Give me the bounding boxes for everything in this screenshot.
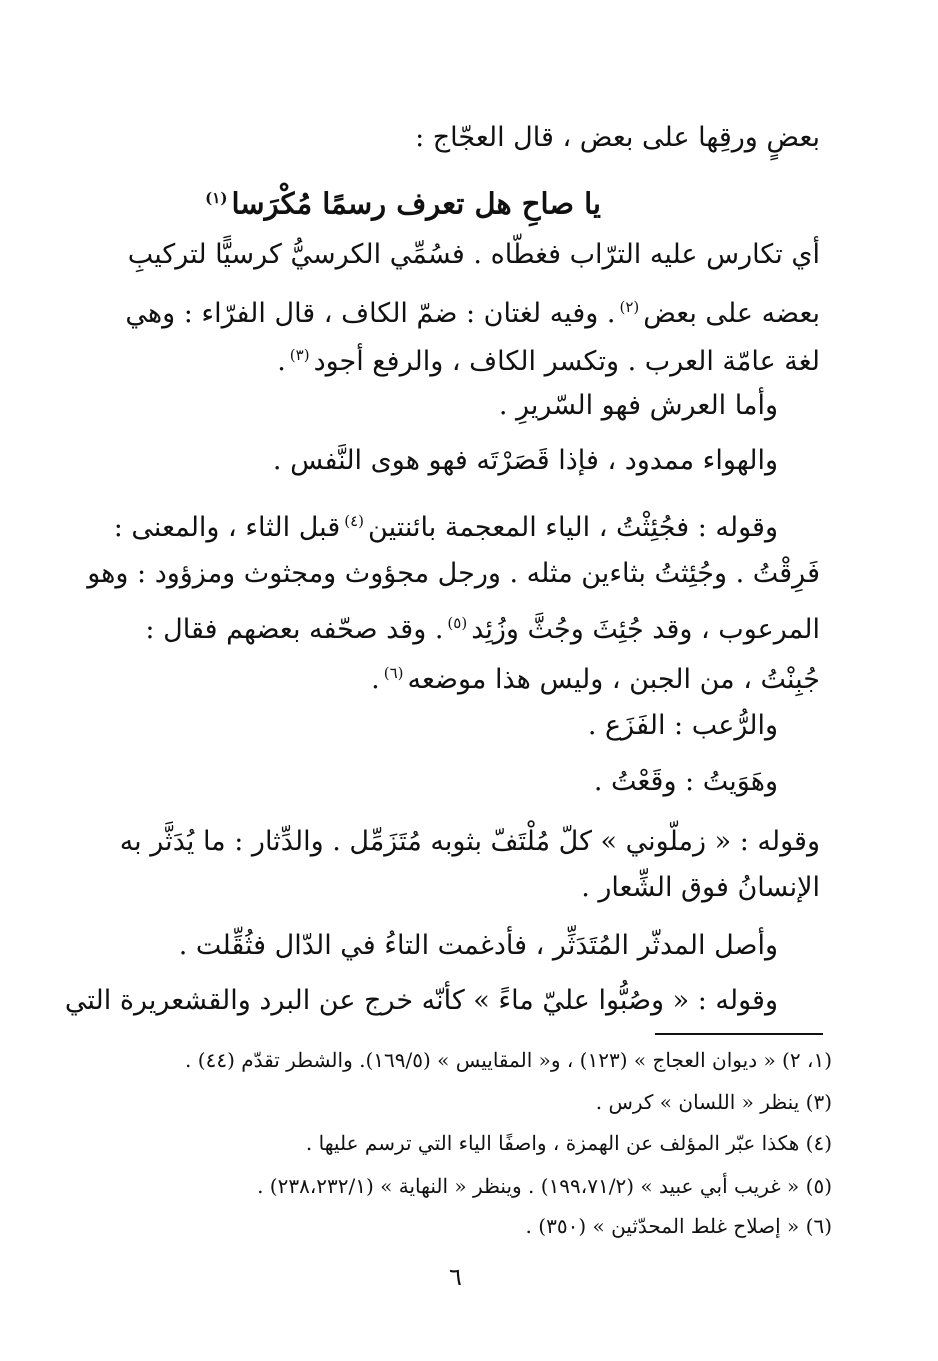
body-line-11: جُبِنْتُ ، من الجبن ، وليس هذا موضعه$^{(٦)}$. bbox=[371, 664, 820, 695]
body-line-3: أي تكارس عليه الترّاب فغطّاه . فسُمِّي الكرسيُّ كرسيًّا لتركيبِ bbox=[127, 239, 820, 270]
footnote-1: (١، ٢) « ديوان العجاج » (١٢٣) ، و« المقاييس » (١٦٩/٥). والشطر تقدّم (٤٤) . bbox=[185, 1048, 832, 1072]
body-line-4: بعضه على بعض$^{(٢)}$. وفيه لغتان : ضمّ الكاف ، قال الفرّاء : وهي bbox=[125, 298, 820, 329]
body-line-17: وقوله : « وصُبُّوا عليّ ماءً » كأنّه خرج عن البرد والقشعريرة التي bbox=[64, 985, 778, 1016]
footnote-mark-3: (٣) bbox=[289, 346, 310, 364]
footnote-mark-4: (٤) bbox=[344, 512, 365, 530]
footnote-5: (٦) « إصلاح غلط المحدّثين » (٣٥٠) . bbox=[525, 1214, 832, 1238]
footnote-3: (٤) هكذا عبّر المؤلف عن الهمزة ، واصفًا الياء التي ترسم عليها . bbox=[305, 1131, 832, 1155]
verse-line: يا صاحِ هل تعرف رسمًا مُكْرَسا$^{(١)}$ bbox=[205, 186, 601, 221]
body-line-7: والهواء ممدود ، فإذا قَصَرْتَه فهو هوى النَّفس . bbox=[272, 445, 778, 476]
footnote-mark-5: (٥) bbox=[447, 614, 468, 632]
footnote-4: (٥) « غريب أبي عبيد » (١٩٩،٧١/٢) . وينظر « النهاية » (٢٣٨،٢٣٢/١) . bbox=[257, 1174, 832, 1198]
footnote-2: (٣) ينظر « اللسان » كرس . bbox=[595, 1090, 832, 1114]
body-line-12: والرُّعب : الفَزَع . bbox=[587, 710, 778, 741]
footnote-mark-2: (٢) bbox=[619, 298, 640, 316]
body-line-13: وهَوَيتُ : وقَعْتُ . bbox=[593, 766, 778, 797]
footnote-mark-6: (٦) bbox=[383, 664, 404, 682]
body-line-5: لغة عامّة العرب . وتكسر الكاف ، والرفع أجود$^{(٣)}$. bbox=[277, 346, 820, 377]
body-line-14: وقوله : « زملّوني » كلّ مُلْتَفّ بثوبه مُتَزَمِّل . والدِّثار : ما يُدَثَّر به bbox=[119, 826, 820, 857]
body-line-8: وقوله : فجُئِثْتُ ، الياء المعجمة بائنتين$^{(٤)}$قبل الثاء ، والمعنى : bbox=[113, 512, 778, 543]
body-line-6: وأما العرش فهو السّريرِ . bbox=[498, 390, 778, 421]
footnote-mark-1: (١) bbox=[205, 189, 228, 207]
body-line-10: المرعوب ، وقد جُئِثَ وجُثَّ وزُئِد$^{(٥)}$. وقد صحّفه بعضهم فقال : bbox=[145, 614, 820, 645]
body-line-15: الإنسانُ فوق الشِّعار . bbox=[581, 872, 820, 903]
body-line-1: بعضٍ ورقِها على بعض ، قال العجّاج : bbox=[415, 122, 820, 153]
footnote-separator bbox=[655, 1033, 823, 1035]
body-line-16: وأصل المدثّر المُتَدَثِّر ، فأدغمت التاءُ في الدّال فثُقِّلت . bbox=[178, 930, 778, 961]
page-number: ٦ bbox=[449, 1263, 462, 1291]
body-line-9: فَرِقْتُ . وجُئِثتُ بثاءين مثله . ورجل مجؤوث ومجثوث ومزؤود : وهو bbox=[87, 558, 820, 589]
